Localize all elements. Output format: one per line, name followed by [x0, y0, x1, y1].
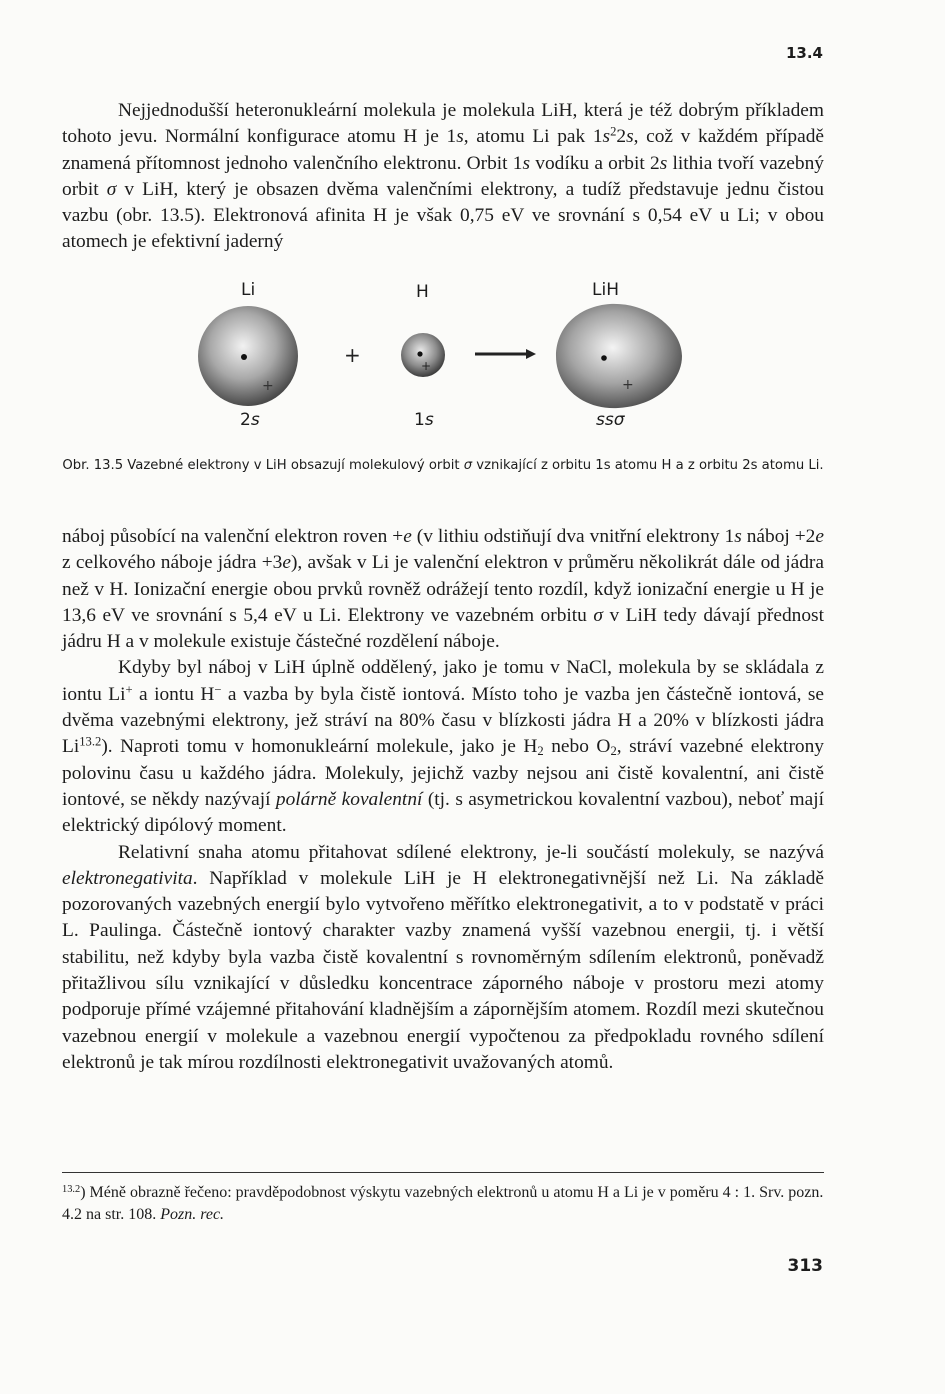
svg-text:+: +: [622, 377, 634, 393]
label-1s: 1s: [414, 410, 434, 430]
reaction-arrow: [475, 349, 536, 359]
orbital-drawing: [190, 278, 710, 438]
li-orbital: [198, 306, 298, 406]
paragraph-1: Nejjednodušší heteronukleární molekula je molekula LiH, která je též dobrým příkladem tohoto jevu. Normální konfigurace atomu H je 1s, atomu Li pak $1s^22s$, což v každém případě znamená přítomnost jednoho valenčního elektronu. Orbit 1s vodíku a orbit 2s lithia tvoří vazebný orbit σ v LiH, který je obsazen dvěma valenčními elektrony, a tudíž představuje jednu čistou vazbu (obr. 13.5). Elektronová afinita H je však 0,75 eV ve srovnání s 0,54 eV u Li; v obou atomech je efektivní jaderný: [62, 100, 825, 253]
figure-caption: Obr. 13.5 Vazebné elektrony v LiH obsazují molekulový orbit σ vznikající z orbitu 1s atomu H a z orbitu 2s atomu Li.: [62, 458, 824, 473]
lih-orbital: [556, 304, 682, 408]
paragraph-4: Relativní snaha atomu přitahovat sdílené elektrony, je-li součástí molekuly, se nazývá elektronegativita. Například v molekule LiH je H elektronegativnější než Li. Na základě pozorovaných vazebných energií bylo vytvořeno měřítko elektronegativit, a to v podstatě v práci L. Paulinga. Částečně iontový charakter vazby znamená vyšší vazebnou energii, tj. i větší stabilitu, než kdyby byla vazba čistě kovalentní s rovnoměrným sdílením elektronů, poněvadž přitažlivou sílu vznikající v důsledku koncentrace záporného náboje v prostoru mezi atomy podporuje přímé vzájemné přitahování kladnějším a zápornějším atomem. Rozdíl mezi skutečnou vazebnou energií v molekule a vazebnou energií vypočtenou za předpokladu rovného sdílení elektronů je tak mírou rozdílnosti elektronegativit uvažovaných atomů.: [62, 841, 824, 1073]
svg-text:+: +: [421, 359, 432, 373]
h-orbital: [401, 333, 445, 377]
svg-text:+: +: [262, 378, 274, 394]
paragraph-2: náboj působící na valenční elektron roven +e (v lithiu odstiňují dva vnitřní elektrony 1s náboj +2e z celkového náboje jádra +3e), avšak v Li je valenční elektron v průměru několikrát dále od jádra než v H. Ionizační energie obou prvků rovněž odrážejí tento rozdíl, když ionizační energie u H je 13,6 eV ve srovnání s 5,4 eV u Li. Elektrony ve vazebném orbitu σ v LiH tedy dávají přednost jádru H a v molekule existuje částečné rozdělení náboje. Kdyby byl náboj v LiH úplně oddělený, jako je tomu v NaCl, molekula by se skládala z iontu Li+ a iontu H− a vazba by byla čistě iontová. Místo toho je vazba jen částečně iontová, se dvěma vazebnými elektrony, jež stráví na 80% času v blízkosti jádra H a 20% v blízkosti jádra $Li^{13.2}$). Naproti tomu v homonukleární molekule, jako je $H_2$ nebo $O_2$, stráví vazebné elektrony polovinu času u každého jádra. Molekuly, jejichž vazby nejsou ani čistě kovalentní, ani čistě iontové, se někdy nazývají polárně kovalentní (tj. s asymetrickou kovalentní vazbou), neboť mají elektrický dipólový moment. Relativní snaha atomu přitahovat sdílené elektrony, je-li součástí molekuly, se nazývá elektronegativita. Například v molekule LiH je H elektronegativnější než Li. Na základě pozorovaných vazebných energií bylo vytvořeno měřítko elektronegativit, a to v podstatě v práci L. Paulinga. Částečně iontový charakter vazby znamená vyšší vazebnou energii, tj. i větší stabilitu, než kdyby byla vazba čistě kovalentní s rovnoměrným sdílením elektronů, poněvadž přitažlivou sílu vznikající v důsledku koncentrace záporného náboje v prostoru mezi atomy podporuje přímé vzájemné přitahování kladnějším a zápornějším atomem. Rozdíl mezi skutečnou vazebnou energií v molekule a vazebnou energií vypočtenou za předpokladu rovného sdílení elektronů je tak mírou rozdílnosti elektronegativit uvažovaných atomů.: [62, 526, 824, 1073]
label-h: H: [416, 282, 429, 302]
plus-sign: +: [344, 343, 361, 367]
footnote: $^{13.2}$) Méně obrazně řečeno: pravděpodobnost výskytu vazebných elektronů u atomu H a Li je v poměru 4 : 1. Srv. pozn. 4.2 na str. 108. Pozn. rec.: [62, 1183, 824, 1223]
paragraph-3: Kdyby byl náboj v LiH úplně oddělený, jako je tomu v NaCl, molekula by se skládala z iontu Li+ a iontu H− a vazba by byla čistě iontová. Místo toho je vazba jen částečně iontová, se dvěma vazebnými elektrony, jež stráví na 80% času v blízkosti jádra H a 20% v blízkosti jádra $Li^{13.2}$). Naproti tomu v homonukleární molekule, jako je $H_2$ nebo $O_2$, stráví vazebné elektrony polovinu času u každého jádra. Molekuly, jejichž vazby nejsou ani čistě kovalentní, ani čistě iontové, se někdy nazývají polárně kovalentní (tj. s asymetrickou kovalentní vazbou), neboť mají elektrický dipólový moment.: [62, 657, 824, 837]
section-number: 13.4: [785, 44, 823, 62]
label-li: Li: [241, 280, 256, 300]
footnote-divider: [62, 1172, 824, 1173]
orbital-figure: [190, 278, 710, 438]
page-number: 313: [787, 1256, 823, 1276]
label-lih: LiH: [592, 280, 619, 300]
label-ss-sigma: ssσ: [596, 410, 625, 430]
label-2s: 2s: [240, 410, 260, 430]
